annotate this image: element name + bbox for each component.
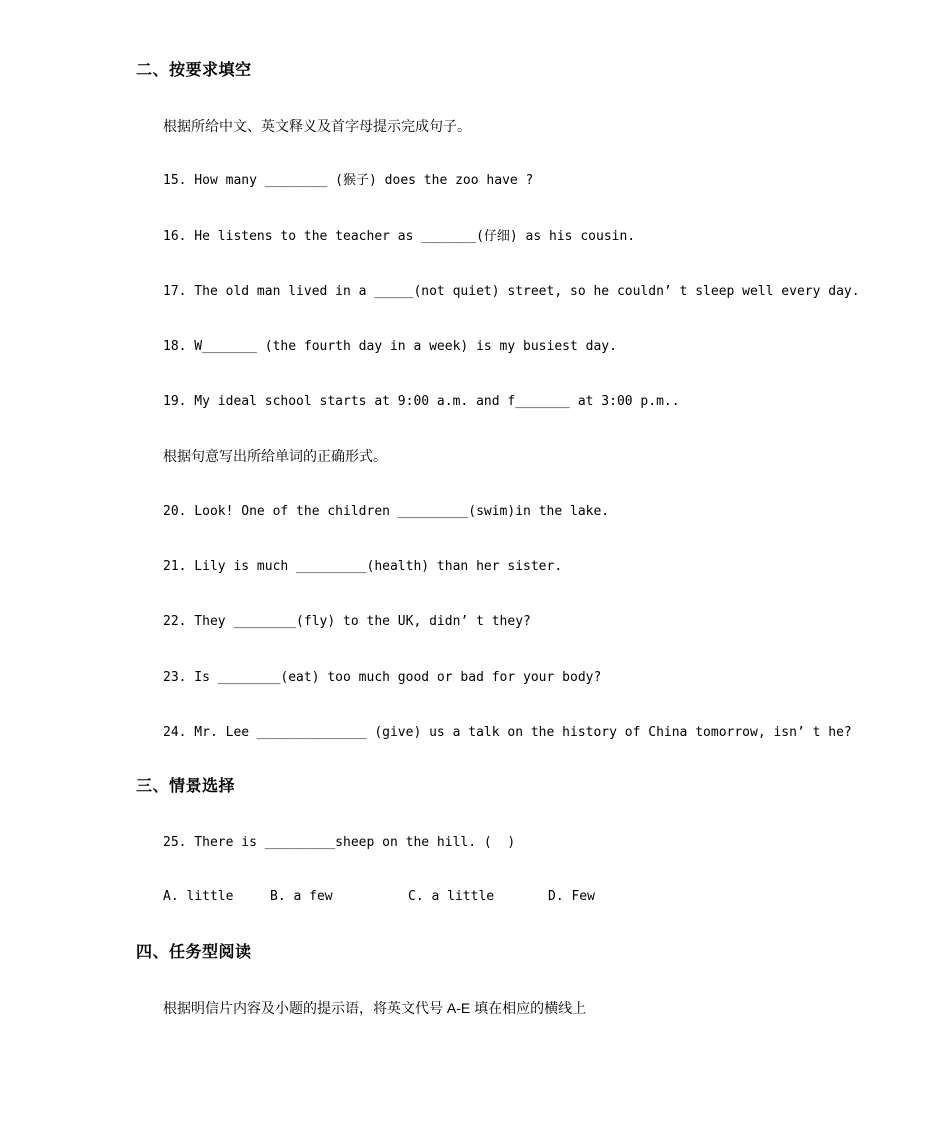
question-25: 25. There is _________sheep on the hill. ( ) — [163, 835, 516, 850]
question-24: 24. Mr. Lee ______________ (give) us a talk on the history of China tomorrow, isn’ t he? — [163, 725, 852, 740]
question-15: 15. How many ________ (猴子) does the zoo have ? — [163, 173, 534, 188]
question-22: 22. They ________(fly) to the UK, didn’ t they? — [163, 614, 531, 629]
section-4-heading: 四、任务型阅读 — [136, 944, 252, 961]
question-18: 18. W_______ (the fourth day in a week) is my busiest day. — [163, 339, 617, 354]
question-16: 16. He listens to the teacher as _______(仔细) as his cousin. — [163, 229, 636, 244]
section-2-heading: 二、按要求填空 — [136, 62, 252, 79]
question-21: 21. Lily is much _________(health) than her sister. — [163, 559, 563, 574]
option-c: C. a little — [408, 889, 495, 904]
section-3-heading: 三、情景选择 — [136, 778, 236, 795]
question-23: 23. Is ________(eat) too much good or bad for your body? — [163, 670, 602, 685]
question-20: 20. Look! One of the children _________(swim)in the lake. — [163, 504, 610, 519]
option-d: D. Few — [548, 889, 595, 904]
option-a: A. little — [163, 889, 234, 904]
option-b: B. a few — [270, 889, 333, 904]
section-2-instruction-1: 根据所给中文、英文释义及首字母提示完成句子。 — [163, 118, 471, 134]
question-17: 17. The old man lived in a _____(not quiet) street, so he couldn’ t sleep well every day. — [163, 284, 860, 299]
question-19: 19. My ideal school starts at 9:00 a.m. and f_______ at 3:00 p.m.. — [163, 394, 680, 409]
section-2-instruction-2: 根据句意写出所给单词的正确形式。 — [163, 448, 387, 464]
question-25-options-row — [0, 889, 945, 907]
section-4-instruction: 根据明信片内容及小题的提示语，将英文代号 A-E 填在相应的横线上 — [163, 1000, 587, 1016]
